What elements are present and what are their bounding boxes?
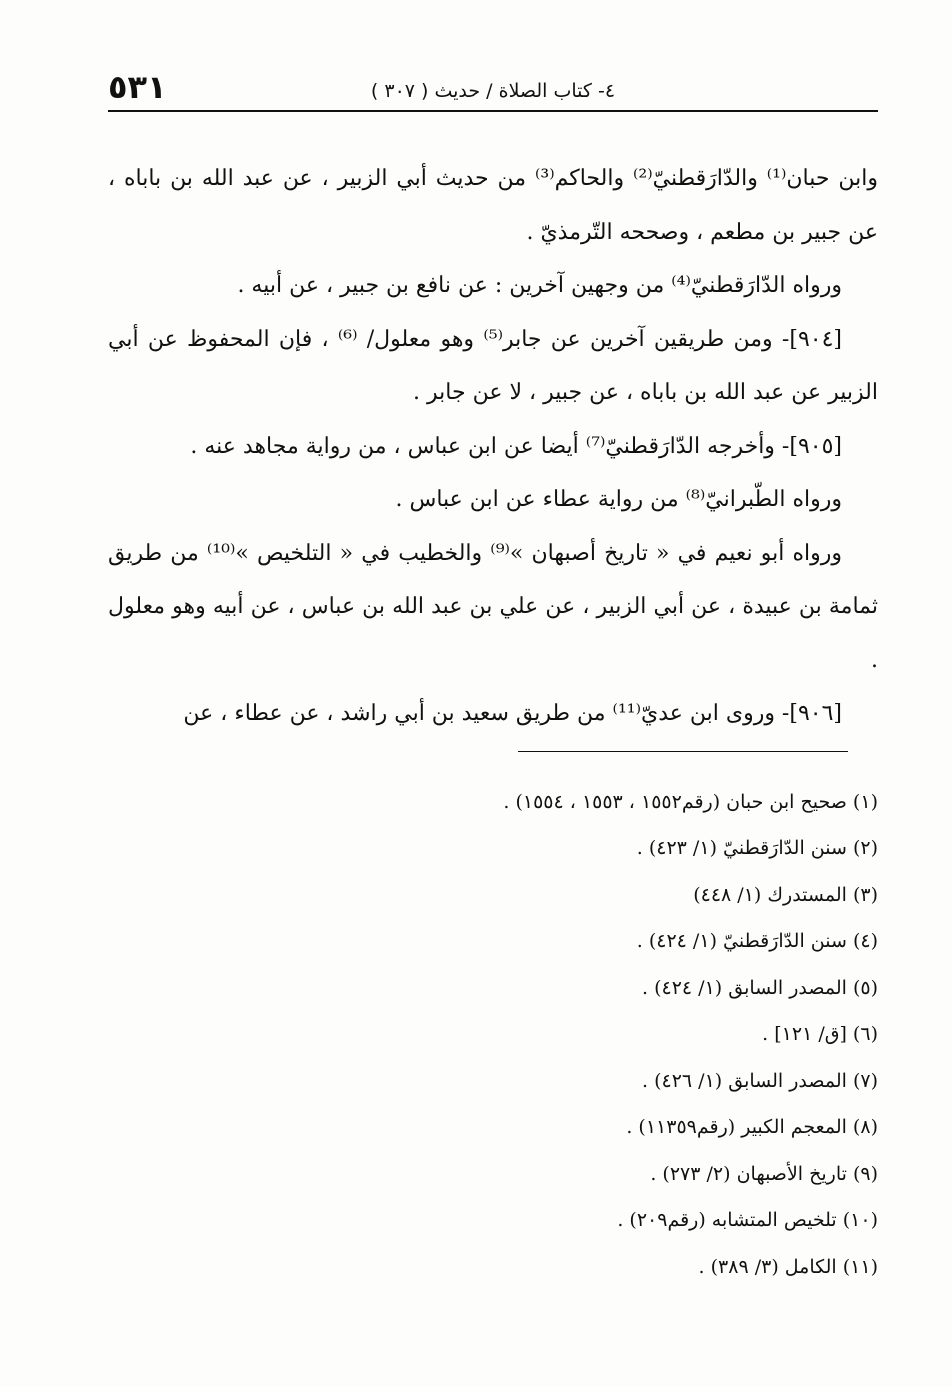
paragraph: [٩٠٥]- وأخرجه الدّارَقطنيّ⁽⁷⁾ أيضا عن ابن عباس ، من رواية مجاهد عنه . (190, 433, 842, 459)
footnote: (٤) سنن الدّارَقطنيّ (١/ ٤٢٤) . (636, 930, 878, 952)
divider-line (518, 751, 848, 752)
paragraph: وابن حبان⁽¹⁾ والدّارَقطنيّ⁽²⁾ والحاكم⁽³⁾ من حديث أبي الزبير ، عن عبد الله بن باباه ، عن جبير بن مطعم ، وصححه التّرمذيّ . (108, 166, 878, 245)
footnote: (١١) الكامل (٣/ ٣٨٩) . (698, 1255, 878, 1278)
paragraph: ورواه الدّارَقطنيّ⁽⁴⁾ من وجهين آخرين : عن نافع بن جبير ، عن أبيه . (237, 273, 842, 298)
footnote-divider (108, 741, 878, 769)
paragraph: [٩٠٤]- ومن طريقين آخرين عن جابر⁽⁵⁾ وهو معلول/ ⁽⁶⁾ ، فإن المحفوظ عن أبي الزبير عن عبد الله بن باباه ، عن جبير ، لا عن جابر . (108, 326, 878, 405)
paragraph: ورواه الطّبرانيّ⁽⁸⁾ من رواية عطاء عن ابن عباس . (395, 487, 842, 512)
running-header (108, 60, 878, 112)
footnote: (٥) المصدر السابق (١/ ٤٢٤) . (642, 976, 878, 999)
footnote: (٨) المعجم الكبير (رقم١١٣٥٩) . (626, 1116, 878, 1138)
footnote: (٣) المستدرك (١/ ٤٤٨) (693, 883, 878, 906)
page-number: ٥٣١ (108, 68, 167, 106)
footnote: (٢) سنن الدّارَقطنيّ (١/ ٤٢٣) . (636, 837, 878, 859)
footnote: (٩) تاريخ الأصبهان (٢/ ٢٧٣) . (650, 1162, 878, 1185)
book-page (108, 60, 878, 1290)
footnote: (٧) المصدر السابق (١/ ٤٢٦) . (642, 1069, 878, 1092)
paragraph: ورواه أبو نعيم في « تاريخ أصبهان »⁽⁹⁾ والخطيب في « التلخيص »⁽¹⁰⁾ من طريق ثمامة بن عبيدة ، عن أبي الزبير ، عن علي بن عبد الله بن عباس ، عن أبيه وهو معلول . (108, 540, 878, 673)
footnote: (١) صحيح ابن حبان (رقم١٥٥٢ ، ١٥٥٣ ، ١٥٥٤) . (503, 790, 878, 813)
main-text (108, 152, 878, 741)
footnotes (108, 779, 878, 1291)
footnote: (٦) [ق/ ١٢١] . (762, 1023, 878, 1045)
chapter-title: ٤- كتاب الصلاة / حديث ( ٣٠٧ ) (370, 80, 616, 102)
footnote: (١٠) تلخيص المتشابه (رقم٢٠٩) . (617, 1209, 878, 1231)
paragraph: [٩٠٦]- وروى ابن عديّ⁽¹¹⁾ من طريق سعيد بن أبي راشد ، عن عطاء ، عن (183, 701, 842, 726)
